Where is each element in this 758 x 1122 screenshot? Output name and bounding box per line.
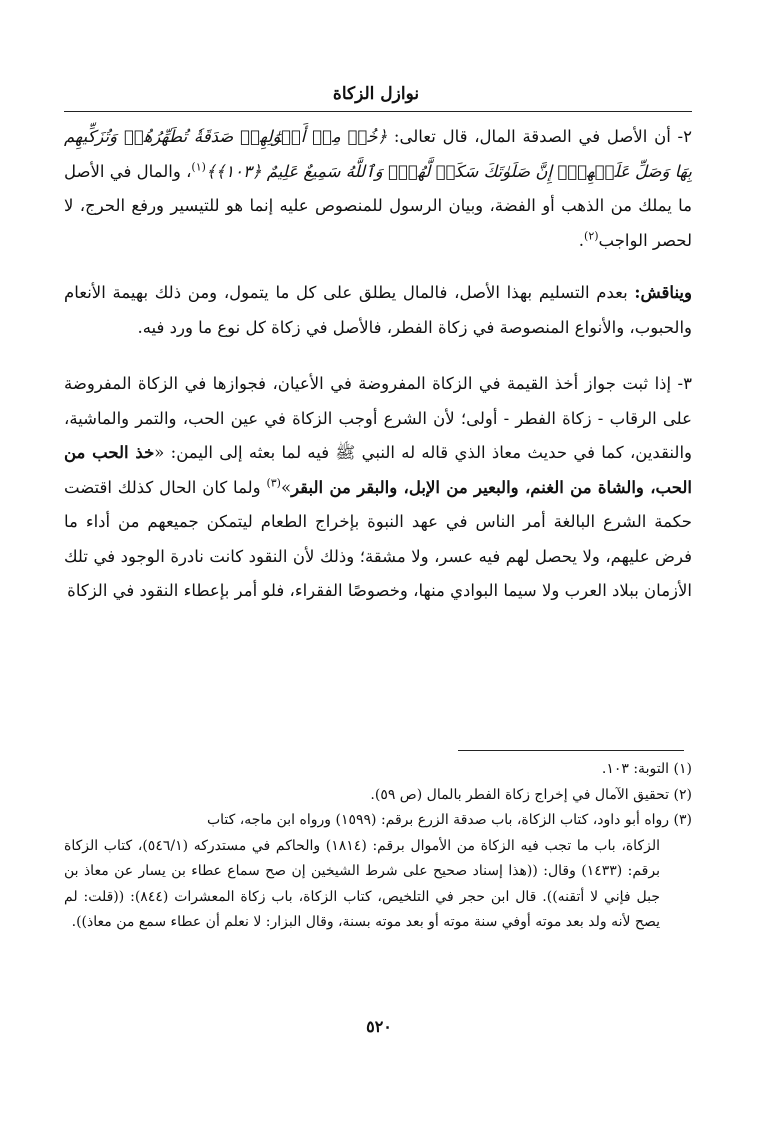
footnote-text: التوبة: ١٠٣. xyxy=(601,761,670,777)
objection-paragraph xyxy=(64,276,692,345)
footnote-ref-1[interactable]: (١) xyxy=(191,160,206,173)
footnote-text: تحقيق الآمال في إخراج زكاة الفطر بالمال (ص ٥٩). xyxy=(370,786,670,803)
paragraph-2-continuation: ، والمال في الأصل ما يملك من الذهب أو الفضة، وبيان الرسول للمنصوص عليه إنما هو للتيسير ورفع الحرج، لا لحصر الواجب xyxy=(64,161,692,250)
footnote-rule xyxy=(458,750,684,751)
paragraph-2-end: . xyxy=(578,230,585,250)
footnote-ref-2[interactable]: (٢) xyxy=(584,229,599,242)
footnote-3-continuation: الزكاة، باب ما تجب فيه الزكاة من الأموال برقم: (١٨١٤) والحاكم في مستدركه (٥٤٦/١)، كتاب الزكاة برقم: (١٤٣٣) وقال: ((هذا إسناد صحيح على شرط الشيخين إن صح سماع عطاء بن يسار عن معاذ بن جبل فإني لا أتقنه)). قال ابن حجر في التلخيص، كتاب الزكاة، باب زكاة المعشرات (٨٤٤): ((قلت: لم يصح لأنه ولد بعد موته أوفي سنة موته أو بعد موته بسنة، وقال البزار: لا نعلم أن عطاء سمع من معاذ)). xyxy=(64,837,660,930)
paragraph-3-text: ٣- إذا ثبت جواز أخذ القيمة في الزكاة المفروضة في الأعيان، فجوازها في الزكاة المفروضة على الرقاب - زكاة الفطر - أولى؛ لأن الشرع أوجب الزكاة في عين الحب، والتمر والماشية، والنقدين، كما في حديث معاذ الذي قاله له النبي ﷺ فيه لما بعثه إلى اليمن: « xyxy=(64,374,692,462)
objection-text: بعدم التسليم بهذا الأصل، فالمال يطلق على كل ما يتمول، ومن ذلك بهيمة الأنعام والحبوب، والأنواع المنصوصة في زكاة الفطر، فالأصل في زكاة كل نوع ما ورد فيه. xyxy=(64,283,692,337)
hadith-quote: خذ الحب من الحب، والشاة من الغنم، والبعير من الإبل، والبقر من البقر xyxy=(64,443,692,497)
main-text xyxy=(64,120,692,609)
quote-close: » xyxy=(280,477,292,497)
paragraph-2 xyxy=(64,120,692,258)
paragraph-3-continuation: ولما كان الحال كذلك اقتضت حكمة الشرع البالغة أمر الناس في عهد النبوة بإخراج الطعام ليتمكن جميعهم من أداء ما فرض عليهم، ولا يحصل لهم فيه عسر، ولا مشقة؛ وذلك لأن النقود كانت نادرة الوجود في تلك الأزمان ببلاد العرب ولا سيما البوادي منها، وخصوصًا الفقراء، فلو أمر بإعطاء النقود في الزكاة xyxy=(64,477,692,600)
footnote-number: (٢) xyxy=(673,786,692,803)
footnote-number: (١) xyxy=(673,761,692,777)
running-header: نوازل الزكاة xyxy=(332,84,420,104)
footnote-1 xyxy=(64,757,692,783)
footnote-3 xyxy=(64,808,692,834)
objection-label: ويناقش: xyxy=(634,283,692,302)
quran-verse: ﴿خُذۡ مِنۡ أَمۡوَٰلِهِمۡ صَدَقَةٗ تُطَهِّرُهُمۡ وَتُزَكِّيهِم بِهَا وَصَلِّ عَلَيۡهِمۡۖ إِنَّ صَلَوٰتَكَ سَكَنٞ لَّهُمۡۗ وَٱللَّهُ سَمِيعٌ عَلِيمٌ ﴿١٠٣﴾﴾ xyxy=(64,127,692,181)
footnote-2 xyxy=(64,783,692,809)
footnote-number: (٣) xyxy=(673,812,692,828)
footnote-text: رواه أبو داود، كتاب الزكاة، باب صدقة الزرع برقم: (١٥٩٩) ورواه ابن ماجه، كتاب xyxy=(206,812,670,828)
footnotes xyxy=(64,757,692,936)
page-number: ٥٢٠ xyxy=(366,1017,392,1036)
header-rule xyxy=(64,111,692,112)
footnote-ref-3[interactable]: (٣) xyxy=(266,476,281,489)
paragraph-3 xyxy=(64,367,692,609)
paragraph-2-text: ٢- أن الأصل في الصدقة المال، قال تعالى: xyxy=(387,127,692,146)
